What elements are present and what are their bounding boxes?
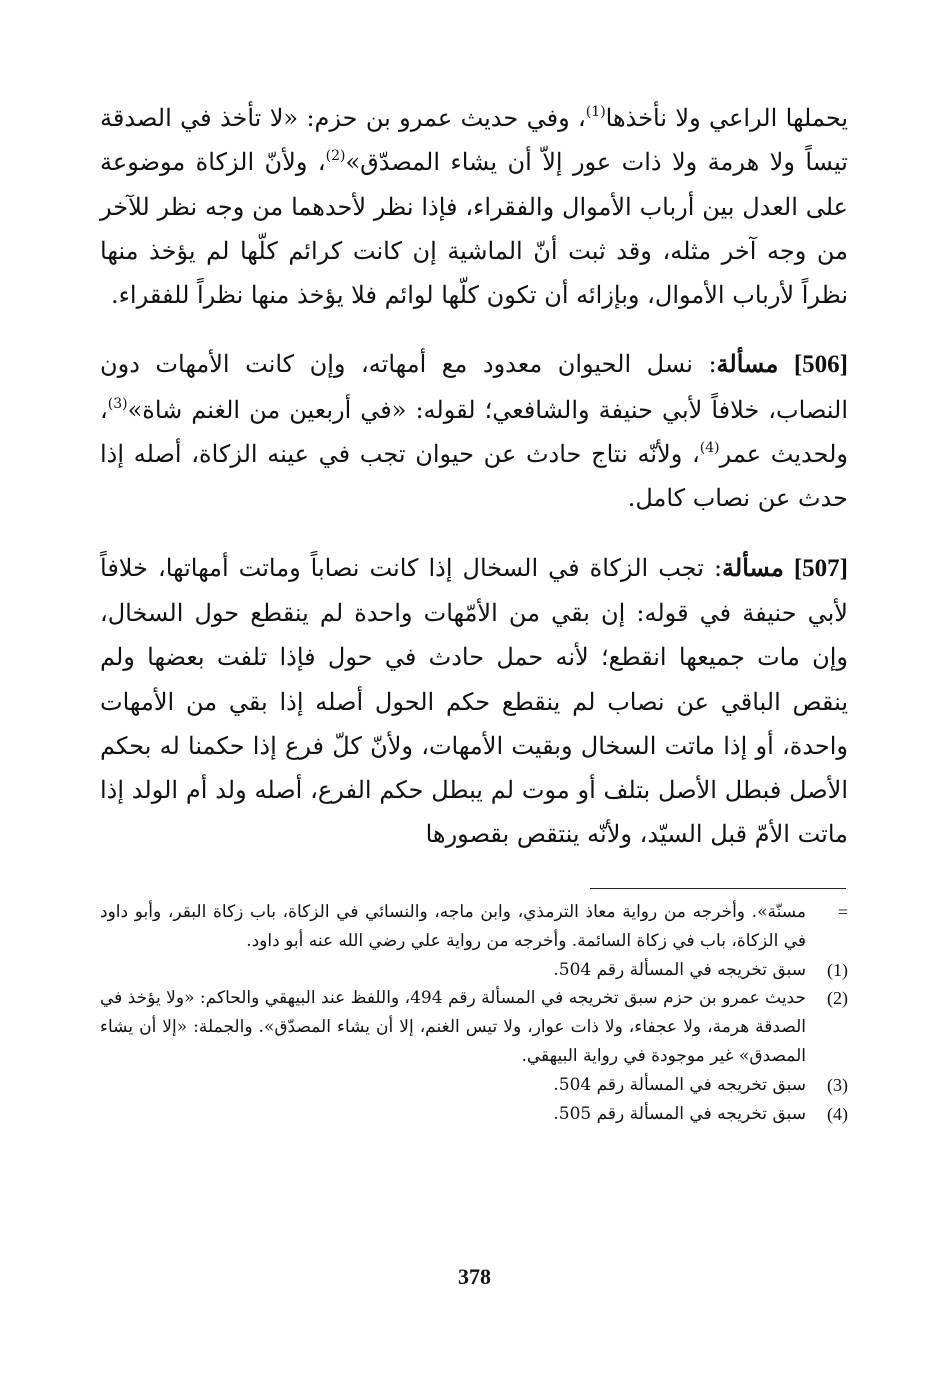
footnote-1 xyxy=(100,956,848,985)
footnote-divider xyxy=(590,888,846,889)
text-run: ، ولأنّ الزكاة موضوعة على العدل بين أرباب الأموال والفقراء، فإذا نظر لأحدهما من وجه نظر للآخر من وجه آخر مثله، وقد ثبت أنّ الماشية إن كانت كرائم كلّها لم يؤخذ منها نظراً لأرباب الأموال، وبإزائه أن تكون كلّها لوائم فلا يؤخذ منها نظراً للفقراء. xyxy=(100,148,848,310)
footnote-mark: (4) xyxy=(827,1103,848,1124)
footnote-4 xyxy=(100,1100,848,1129)
footnote-text: سبق تخريجه في المسألة رقم 505. xyxy=(553,1103,806,1124)
footnote-text: سبق تخريجه في المسألة رقم 504. xyxy=(553,959,806,980)
issue-number: [507] xyxy=(793,554,848,582)
footnote-ref-4: (4) xyxy=(699,440,720,457)
text-run: : تجب الزكاة في السخال إذا كانت نصاباً وماتت أمهاتها، خلافاً لأبي حنيفة في قوله: إن بقي من الأمّهات واحدة لم ينقطع حول السخال، وإن مات جميعها انقطع؛ لأنه حمل حادث في حول فإذا تلفت بعضها ولم ينقص الباقي عن نصاب لم ينقطع حكم الحول أصله إذا بقي من الأمهات واحدة، أو إذا ماتت السخال وبقيت الأمهات، ولأنّ كلّ فرع إذا حكمنا له بحكم الأصل فبطل الأصل بتلف أو موت لم يبطل حكم الفرع، أصله ولد أم الولد إذا ماتت الأمّ قبل السيّد، ولأنّه ينتقص بقصورها xyxy=(100,553,848,849)
footnote-mark: (2) xyxy=(827,988,848,1009)
footnote-mark: (3) xyxy=(827,1074,848,1095)
footnote-text: مسنّة». وأخرجه من رواية معاذ الترمذي، وابن ماجه، والنسائي في الزكاة، باب زكاة البقر، وأبو داود في الزكاة، باب في زكاة السائمة. وأخرجه من رواية علي رضي الله عنه أبو داود. xyxy=(100,902,806,951)
text-run: ، ولحديث عمر xyxy=(100,395,848,469)
issue-term: مسألة xyxy=(716,349,779,379)
issue-507 xyxy=(100,546,848,857)
footnote-2 xyxy=(100,984,848,1070)
page-number: 378 xyxy=(458,1264,491,1289)
footnote-text: حديث عمرو بن حزم سبق تخريجه في المسألة رقم 494، واللفظ عند البيهقي والحاكم: «ولا يؤخذ في الصدقة هرمة، ولا عجفاء، ولا ذات عوار، ولا تيس الغنم، إلا أن يشاء المصدّق». والجملة: «إلا أن يشاء المصدق» غير موجودة في رواية البيهقي. xyxy=(100,988,806,1066)
footnote-ref-1: (1) xyxy=(585,104,606,120)
footnote-continued xyxy=(100,898,848,956)
footnotes xyxy=(100,898,848,1128)
text-run: ، وفي حديث عمرو بن حزم: «لا تأخذ في الصدقة تيساً ولا هرمة ولا ذات عور إلاّ أن يشاء المصدّق» xyxy=(100,104,848,177)
footnote-mark: (1) xyxy=(827,959,848,980)
text-run: : نسل الحيوان معدود مع أمهاته، وإن كانت الأمهات دون النصاب، خلافاً لأبي حنيفة والشافعي؛ لقوله: «في أربعين من الغنم شاة» xyxy=(100,350,848,424)
text-run: يحملها الراعي ولا نأخذها xyxy=(605,104,849,132)
footnote-mark: = xyxy=(837,902,848,922)
issue-number: [506] xyxy=(793,351,848,379)
footnote-text: سبق تخريجه في المسألة رقم 504. xyxy=(553,1074,806,1095)
footnote-ref-2: (2) xyxy=(325,148,346,165)
main-text xyxy=(100,96,848,857)
footnote-3 xyxy=(100,1071,848,1100)
issue-506 xyxy=(100,342,848,520)
issue-term: مسألة xyxy=(722,552,784,582)
footnote-ref-3: (3) xyxy=(107,395,128,412)
text-run: ، ولأنّه نتاج حادث عن حيوان تجب في عينه الزكاة، أصله إذا حدث عن نصاب كامل. xyxy=(100,440,848,513)
paragraph-continuation xyxy=(100,96,848,317)
